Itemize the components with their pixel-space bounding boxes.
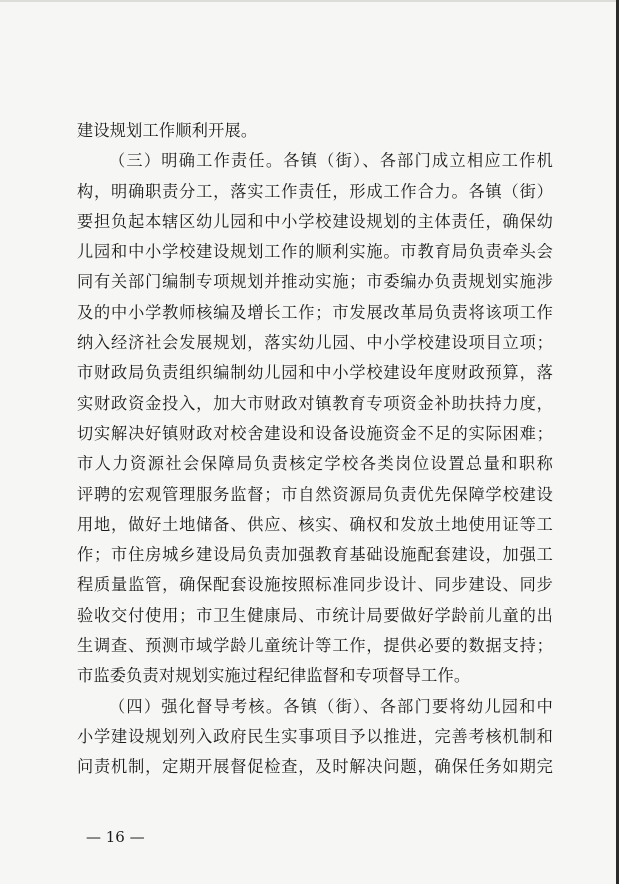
text-line: 程质量监管，确保配套设施按照标准同步设计、同步建设、同步 [77, 575, 553, 595]
body-text [77, 116, 553, 783]
section-heading-line: （四）强化督导考核。各镇（街）、各部门要将幼儿园和中 [109, 696, 553, 716]
text-line: 评聘的宏观管理服务监督；市自然资源局负责优先保障学校建设 [77, 484, 553, 504]
text-line: 构，明确职责分工，落实工作责任，形成工作合力。各镇（街） [77, 181, 553, 201]
text-line: 验收交付使用；市卫生健康局、市统计局要做好学龄前儿童的出 [77, 605, 553, 625]
text-line: 要担负起本辖区幼儿园和中小学校建设规划的主体责任，确保幼 [77, 211, 553, 231]
text-line: 小学建设规划列入政府民生实事项目予以推进，完善考核机制和 [77, 726, 553, 746]
page-number: — 16 — [86, 828, 145, 846]
text-line: 纳入经济社会发展规划，落实幼儿园、中小学校建设项目立项； [77, 333, 553, 353]
scan-edge-top [0, 0, 619, 2]
text-line: 建设规划工作顺利开展。 [77, 121, 258, 140]
text-line: 作；市住房城乡建设局负责加强教育基础设施配套建设，加强工 [77, 545, 553, 565]
text-line: 市监委负责对规划实施过程纪律监督和专项督导工作。 [77, 666, 471, 686]
text-line: 及的中小学教师核编及增长工作；市发展改革局负责将该项工作 [77, 302, 553, 322]
text-line: 市财政局负责组织编制幼儿园和中小学校建设年度财政预算，落 [77, 363, 553, 383]
text-line: 市人力资源社会保障局负责核定学校各类岗位设置总量和职称 [77, 454, 553, 474]
text-line: 用地，做好土地储备、供应、核实、确权和发放土地使用证等工 [77, 514, 553, 534]
text-line: 生调查、预测市域学龄儿童统计等工作，提供必要的数据支持； [77, 636, 553, 656]
text-line: 问责机制，定期开展督促检查，及时解决问题，确保任务如期完 [77, 757, 553, 777]
text-line: 儿园和中小学校建设规划工作的顺利实施。市教育局负责牵头会 [77, 242, 553, 262]
text-line: 同有关部门编制专项规划并推动实施；市委编办负责规划实施涉 [77, 272, 553, 292]
section-heading-line: （三）明确工作责任。各镇（街）、各部门成立相应工作机 [109, 151, 553, 171]
text-line: 切实解决好镇财政对校舍建设和设备设施资金不足的实际困难； [77, 423, 553, 443]
text-line: 实财政资金投入，加大市财政对镇教育专项资金补助扶持力度， [77, 393, 553, 413]
